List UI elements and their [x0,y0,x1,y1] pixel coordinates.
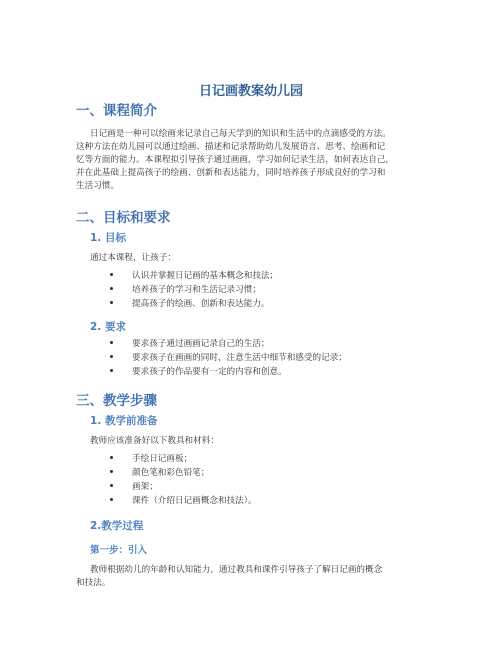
bullet-icon [110,498,113,501]
bullet-icon [110,341,113,344]
document-page: 日记画教案幼儿园 一、课程简介 日记画是一种可以绘画来记录自己每天学到的知识和生活中的点滴感受的方法。 这种方法在幼儿园可以通过绘画、描述和记录帮助幼儿发展语言、思考、绘画和记 忆等方面的能力。本课程拟引导孩子通过画画，学习如何记录生活，如何表达自己， 并在此基础上提高孩子的绘画、创新和表达能力，同时培养孩子形成良好的学习和 生活习惯。 二、目标和要求 1. 目标 通过本课程，让孩子： 认识并掌握日记画的基本概念和技法； 培养孩子的学习和生活记录习惯； 提高孩子的绘画、创新和表达能力。 2. 要求 要求孩子通过画画记录自己的生活； 要求孩子在画画的同时，注意生活中细节和感受的记录； 要求孩子的作品要有一定的内容和创意。 三、教学步骤 1. 教学前准备 教师应该准备好以下教具和材料： 手绘日记画板； 颜色笔和彩色铅笔； 画架； 课件（介绍日记画概念和技法）。 2.教学过程 第一步：引入 教师根据幼儿的年龄和认知能力，通过教具和课件引导孩子了解日记画的概念 和技法。 [0,0,502,649]
section-heading-intro: 一、课程简介 [76,103,157,119]
paragraph-line: 日记画是一种可以绘画来记录自己每天学到的知识和生活中的点滴感受的方法。 [90,129,391,139]
paragraph-line: 并在此基础上提高孩子的绘画、创新和表达能力，同时培养孩子形成良好的学习和 [76,168,386,178]
bullet-icon [110,456,113,459]
subheading-requirements: 2. 要求 [90,321,126,333]
document-title: 日记画教案幼儿园 [198,84,303,99]
step-heading-intro: 第一步：引入 [90,545,148,556]
paragraph-line: 这种方法在幼儿园可以通过绘画、描述和记录帮助幼儿发展语言、思考、绘画和记 [76,142,386,152]
subheading-process: 2.教学过程 [90,520,144,532]
subheading-goal: 1. 目标 [90,232,126,244]
subheading-prep: 1. 教学前准备 [90,415,158,427]
bullet-icon [110,287,113,290]
paragraph-line: 教师应该准备好以下教具和材料： [90,436,219,446]
paragraph-line: 生活习惯。 [76,181,119,191]
bullet-icon [110,301,113,304]
paragraph-line: 教师根据幼儿的年龄和认知能力，通过教具和课件引导孩子了解日记画的概念 [90,565,383,575]
section-heading-goals: 二、目标和要求 [76,210,171,226]
paragraph-line: 和技法。 [76,578,111,588]
bullet-icon [110,484,113,487]
paragraph-line: 忆等方面的能力。本课程拟引导孩子通过画画，学习如何记录生活，如何表达自己， [76,155,394,165]
bullet-icon [110,470,113,473]
section-heading-steps: 三、教学步骤 [76,393,157,409]
bullet-icon [110,355,113,358]
bullet-icon [110,273,113,276]
bullet-icon [110,369,113,372]
paragraph-line: 通过本课程，让孩子： [90,253,176,263]
